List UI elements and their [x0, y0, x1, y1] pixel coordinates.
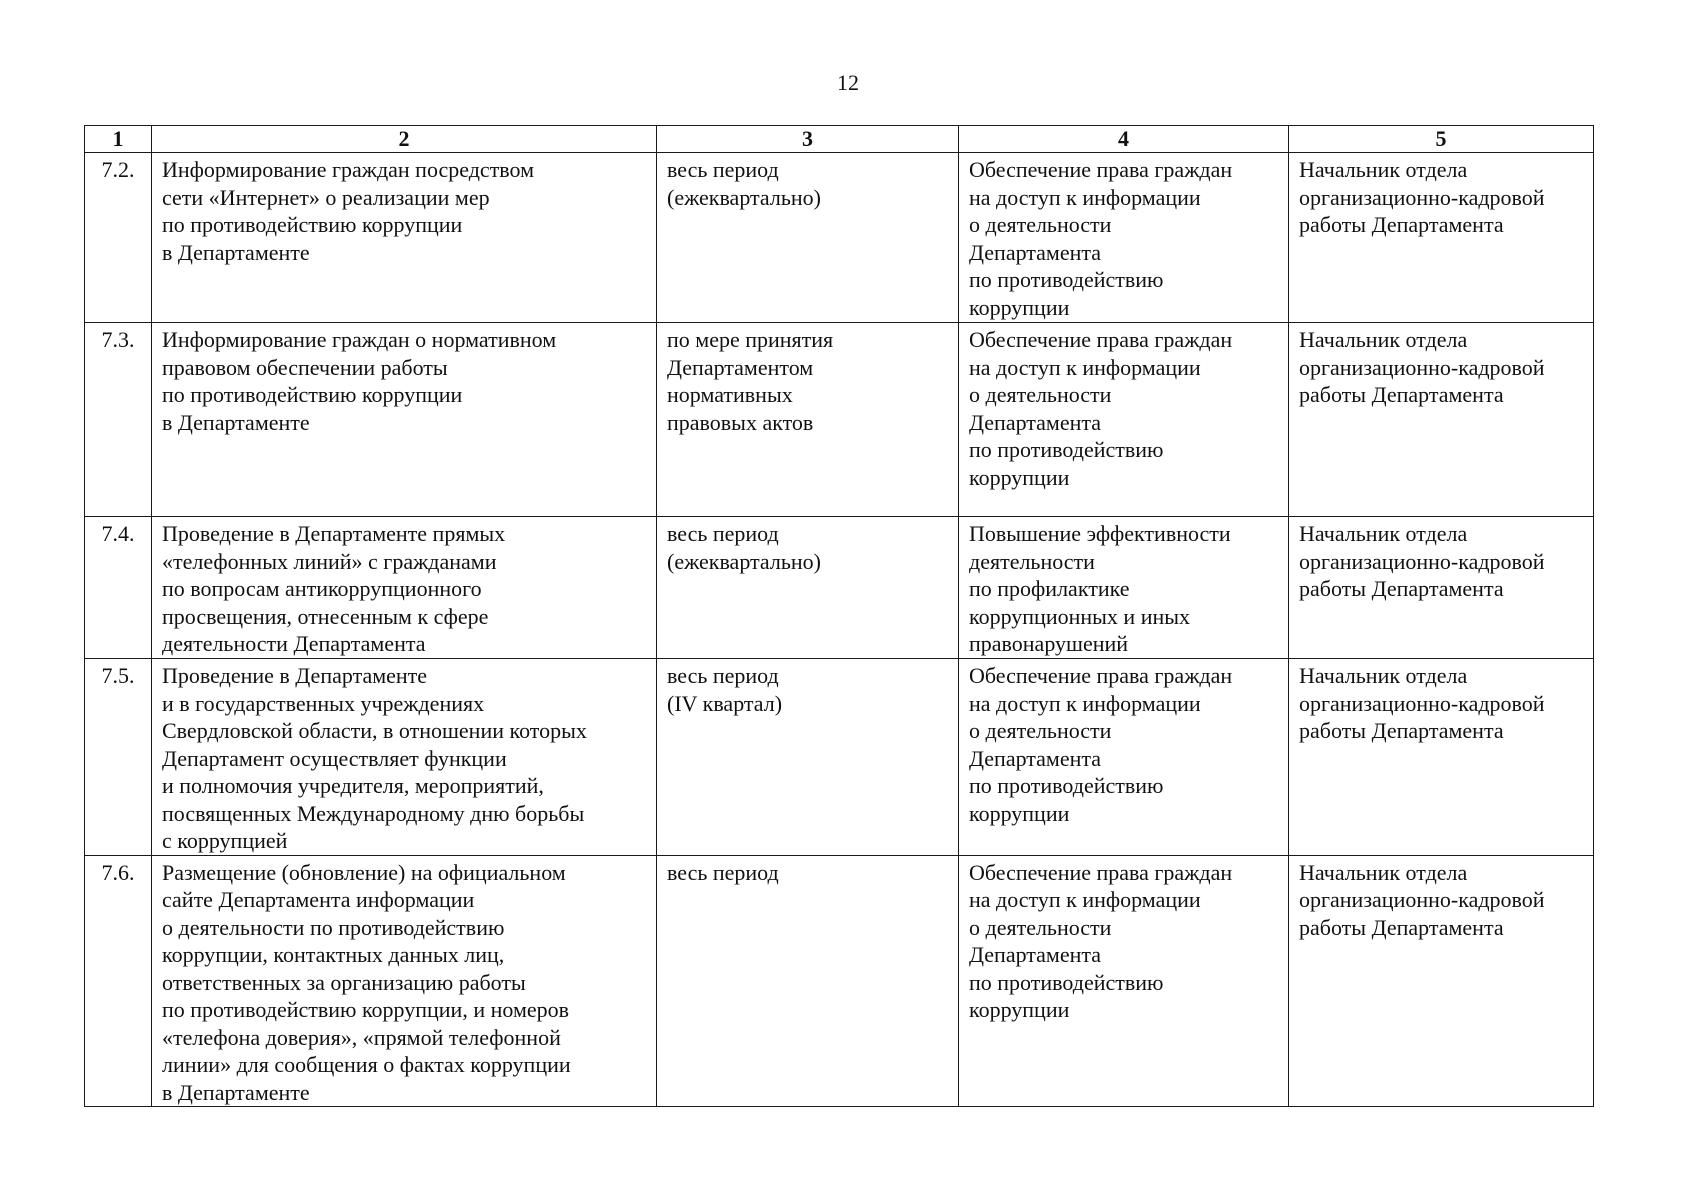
responsible-cell [1289, 659, 1594, 856]
cell-line: линии» для сообщения о фактах коррупции [162, 1052, 571, 1077]
row-number: 7.3. [85, 323, 152, 517]
header-col-3: 3 [657, 126, 959, 153]
header-col-2: 2 [152, 126, 657, 153]
cell-line: Размещение (обновление) на официальном [162, 859, 566, 885]
cell-line: Начальник отдела [1299, 327, 1468, 352]
cell-line: Обеспечение права граждан [969, 663, 1233, 688]
cell-line: и полномочия учредителя, мероприятий, [162, 773, 544, 798]
cell-line: работы Департамента [1299, 212, 1504, 237]
cell-line: коррупции [969, 997, 1070, 1022]
cell-line: работы Департамента [1299, 382, 1504, 407]
table-row [85, 323, 1594, 517]
cell-line: организационно-кадровой [1299, 548, 1545, 574]
cell-line: деятельности [969, 548, 1095, 574]
cell-line: ответственных за организацию работы [162, 969, 526, 995]
header-col-4: 4 [959, 126, 1289, 153]
page-number: 12 [837, 70, 859, 95]
cell-line: Повышение эффективности [969, 521, 1231, 546]
cell-line: правовом обеспечении работы [162, 354, 448, 380]
cell-line: сети «Интернет» о реализации мер [162, 184, 490, 210]
cell-line: и в государственных учреждениях [162, 690, 485, 716]
cell-line: Начальник отдела [1299, 521, 1468, 546]
table-row [85, 855, 1594, 1107]
cell-line: Департамента [969, 942, 1102, 967]
cell-line: весь период [667, 663, 779, 688]
cell-line: по профилактике [969, 576, 1130, 601]
cell-line: коррупционных и иных [969, 603, 1191, 629]
cell-line: Департамент осуществляет функции [162, 745, 507, 771]
cell-line: Проведение в Департаменте [162, 663, 428, 688]
header-col-1: 1 [85, 126, 152, 153]
cell-line: весь период [667, 157, 779, 182]
cell-line: Департаментом [667, 354, 814, 380]
row-number: 7.4. [85, 517, 152, 659]
cell-line: Обеспечение права граждан [969, 327, 1233, 352]
cell-line: по противодействию коррупции, и номеров [162, 997, 570, 1022]
cell-line: Начальник отдела [1299, 157, 1468, 182]
result-cell [959, 517, 1289, 659]
cell-line: весь период [667, 859, 779, 885]
deadline-cell [657, 659, 959, 856]
result-cell [959, 153, 1289, 323]
cell-line: (ежеквартально) [667, 548, 821, 574]
cell-line: нормативных [667, 382, 793, 407]
responsible-cell [1289, 153, 1594, 323]
cell-line: (ежеквартально) [667, 184, 821, 210]
cell-line: по противодействию коррупции [162, 382, 463, 407]
cell-line: коррупции, контактных данных лиц, [162, 942, 505, 967]
cell-line: коррупции [969, 800, 1070, 826]
action-cell [152, 153, 657, 323]
cell-line: о деятельности по противодействию [162, 914, 505, 940]
cell-line: (IV квартал) [667, 690, 783, 716]
cell-line: на доступ к информации [969, 184, 1201, 210]
cell-line: коррупции [969, 464, 1070, 490]
cell-line: работы Департамента [1299, 576, 1504, 601]
cell-line: по мере принятия [667, 327, 834, 352]
cell-line: о деятельности [969, 914, 1112, 940]
result-cell [959, 659, 1289, 856]
cell-line: Обеспечение права граждан [969, 859, 1233, 885]
cell-line: деятельности Департамента [162, 631, 426, 656]
result-cell [959, 323, 1289, 517]
cell-line: Информирование граждан о нормативном [162, 327, 557, 352]
cell-line: работы Департамента [1299, 914, 1504, 940]
cell-line: по противодействию [969, 267, 1164, 292]
action-cell [152, 659, 657, 856]
deadline-cell [657, 323, 959, 517]
cell-line: Обеспечение права граждан [969, 157, 1233, 182]
cell-line: с коррупцией [162, 828, 288, 853]
cell-line: Свердловской области, в отношении которых [162, 718, 587, 743]
cell-line: по вопросам антикоррупционного [162, 576, 482, 601]
cell-line: весь период [667, 521, 779, 546]
cell-line: Начальник отдела [1299, 859, 1468, 885]
result-cell [959, 855, 1289, 1107]
row-number: 7.2. [85, 153, 152, 323]
deadline-cell [657, 153, 959, 323]
table-row [85, 153, 1594, 323]
row-number: 7.5. [85, 659, 152, 856]
cell-line: организационно-кадровой [1299, 887, 1545, 912]
cell-line: Начальник отдела [1299, 663, 1468, 688]
row-number: 7.6. [85, 855, 152, 1107]
responsible-cell [1289, 855, 1594, 1107]
action-cell [152, 517, 657, 659]
plan-table [84, 125, 1594, 1107]
cell-line: в Департаменте [162, 409, 310, 435]
table-row [85, 659, 1594, 856]
cell-line: Департамента [969, 745, 1102, 771]
cell-line: по противодействию [969, 437, 1164, 462]
table-row [85, 517, 1594, 659]
cell-line: по противодействию [969, 969, 1164, 995]
deadline-cell [657, 855, 959, 1107]
cell-line: в Департаменте [162, 239, 310, 265]
deadline-cell [657, 517, 959, 659]
cell-line: о деятельности [969, 382, 1112, 407]
cell-line: организационно-кадровой [1299, 184, 1545, 210]
cell-line: по противодействию [969, 773, 1164, 798]
cell-line: просвещения, отнесенным к сфере [162, 603, 489, 629]
cell-line: в Департаменте [162, 1079, 310, 1105]
cell-line: о деятельности [969, 212, 1112, 237]
action-cell [152, 323, 657, 517]
cell-line: о деятельности [969, 718, 1112, 743]
cell-line: Проведение в Департаменте прямых [162, 521, 506, 546]
cell-line: по противодействию коррупции [162, 212, 463, 237]
cell-line: Информирование граждан посредством [162, 157, 535, 182]
cell-line: «телефона доверия», «прямой телефонной [162, 1024, 561, 1050]
responsible-cell [1289, 517, 1594, 659]
header-row [85, 126, 1594, 153]
cell-line: работы Департамента [1299, 718, 1504, 743]
cell-line: Департамента [969, 239, 1102, 265]
cell-line: Департамента [969, 409, 1102, 435]
cell-line: правонарушений [969, 631, 1129, 656]
cell-line: на доступ к информации [969, 354, 1201, 380]
responsible-cell [1289, 323, 1594, 517]
cell-line: сайте Департамента информации [162, 887, 475, 912]
cell-line: организационно-кадровой [1299, 690, 1545, 716]
cell-line: организационно-кадровой [1299, 354, 1545, 380]
cell-line: правовых актов [667, 409, 814, 435]
cell-line: посвященных Международному дню борьбы [162, 800, 585, 826]
action-cell [152, 855, 657, 1107]
cell-line: «телефонных линий» с гражданами [162, 548, 497, 574]
cell-line: на доступ к информации [969, 690, 1201, 716]
cell-line: коррупции [969, 294, 1070, 320]
header-col-5: 5 [1289, 126, 1594, 153]
cell-line: на доступ к информации [969, 887, 1201, 912]
